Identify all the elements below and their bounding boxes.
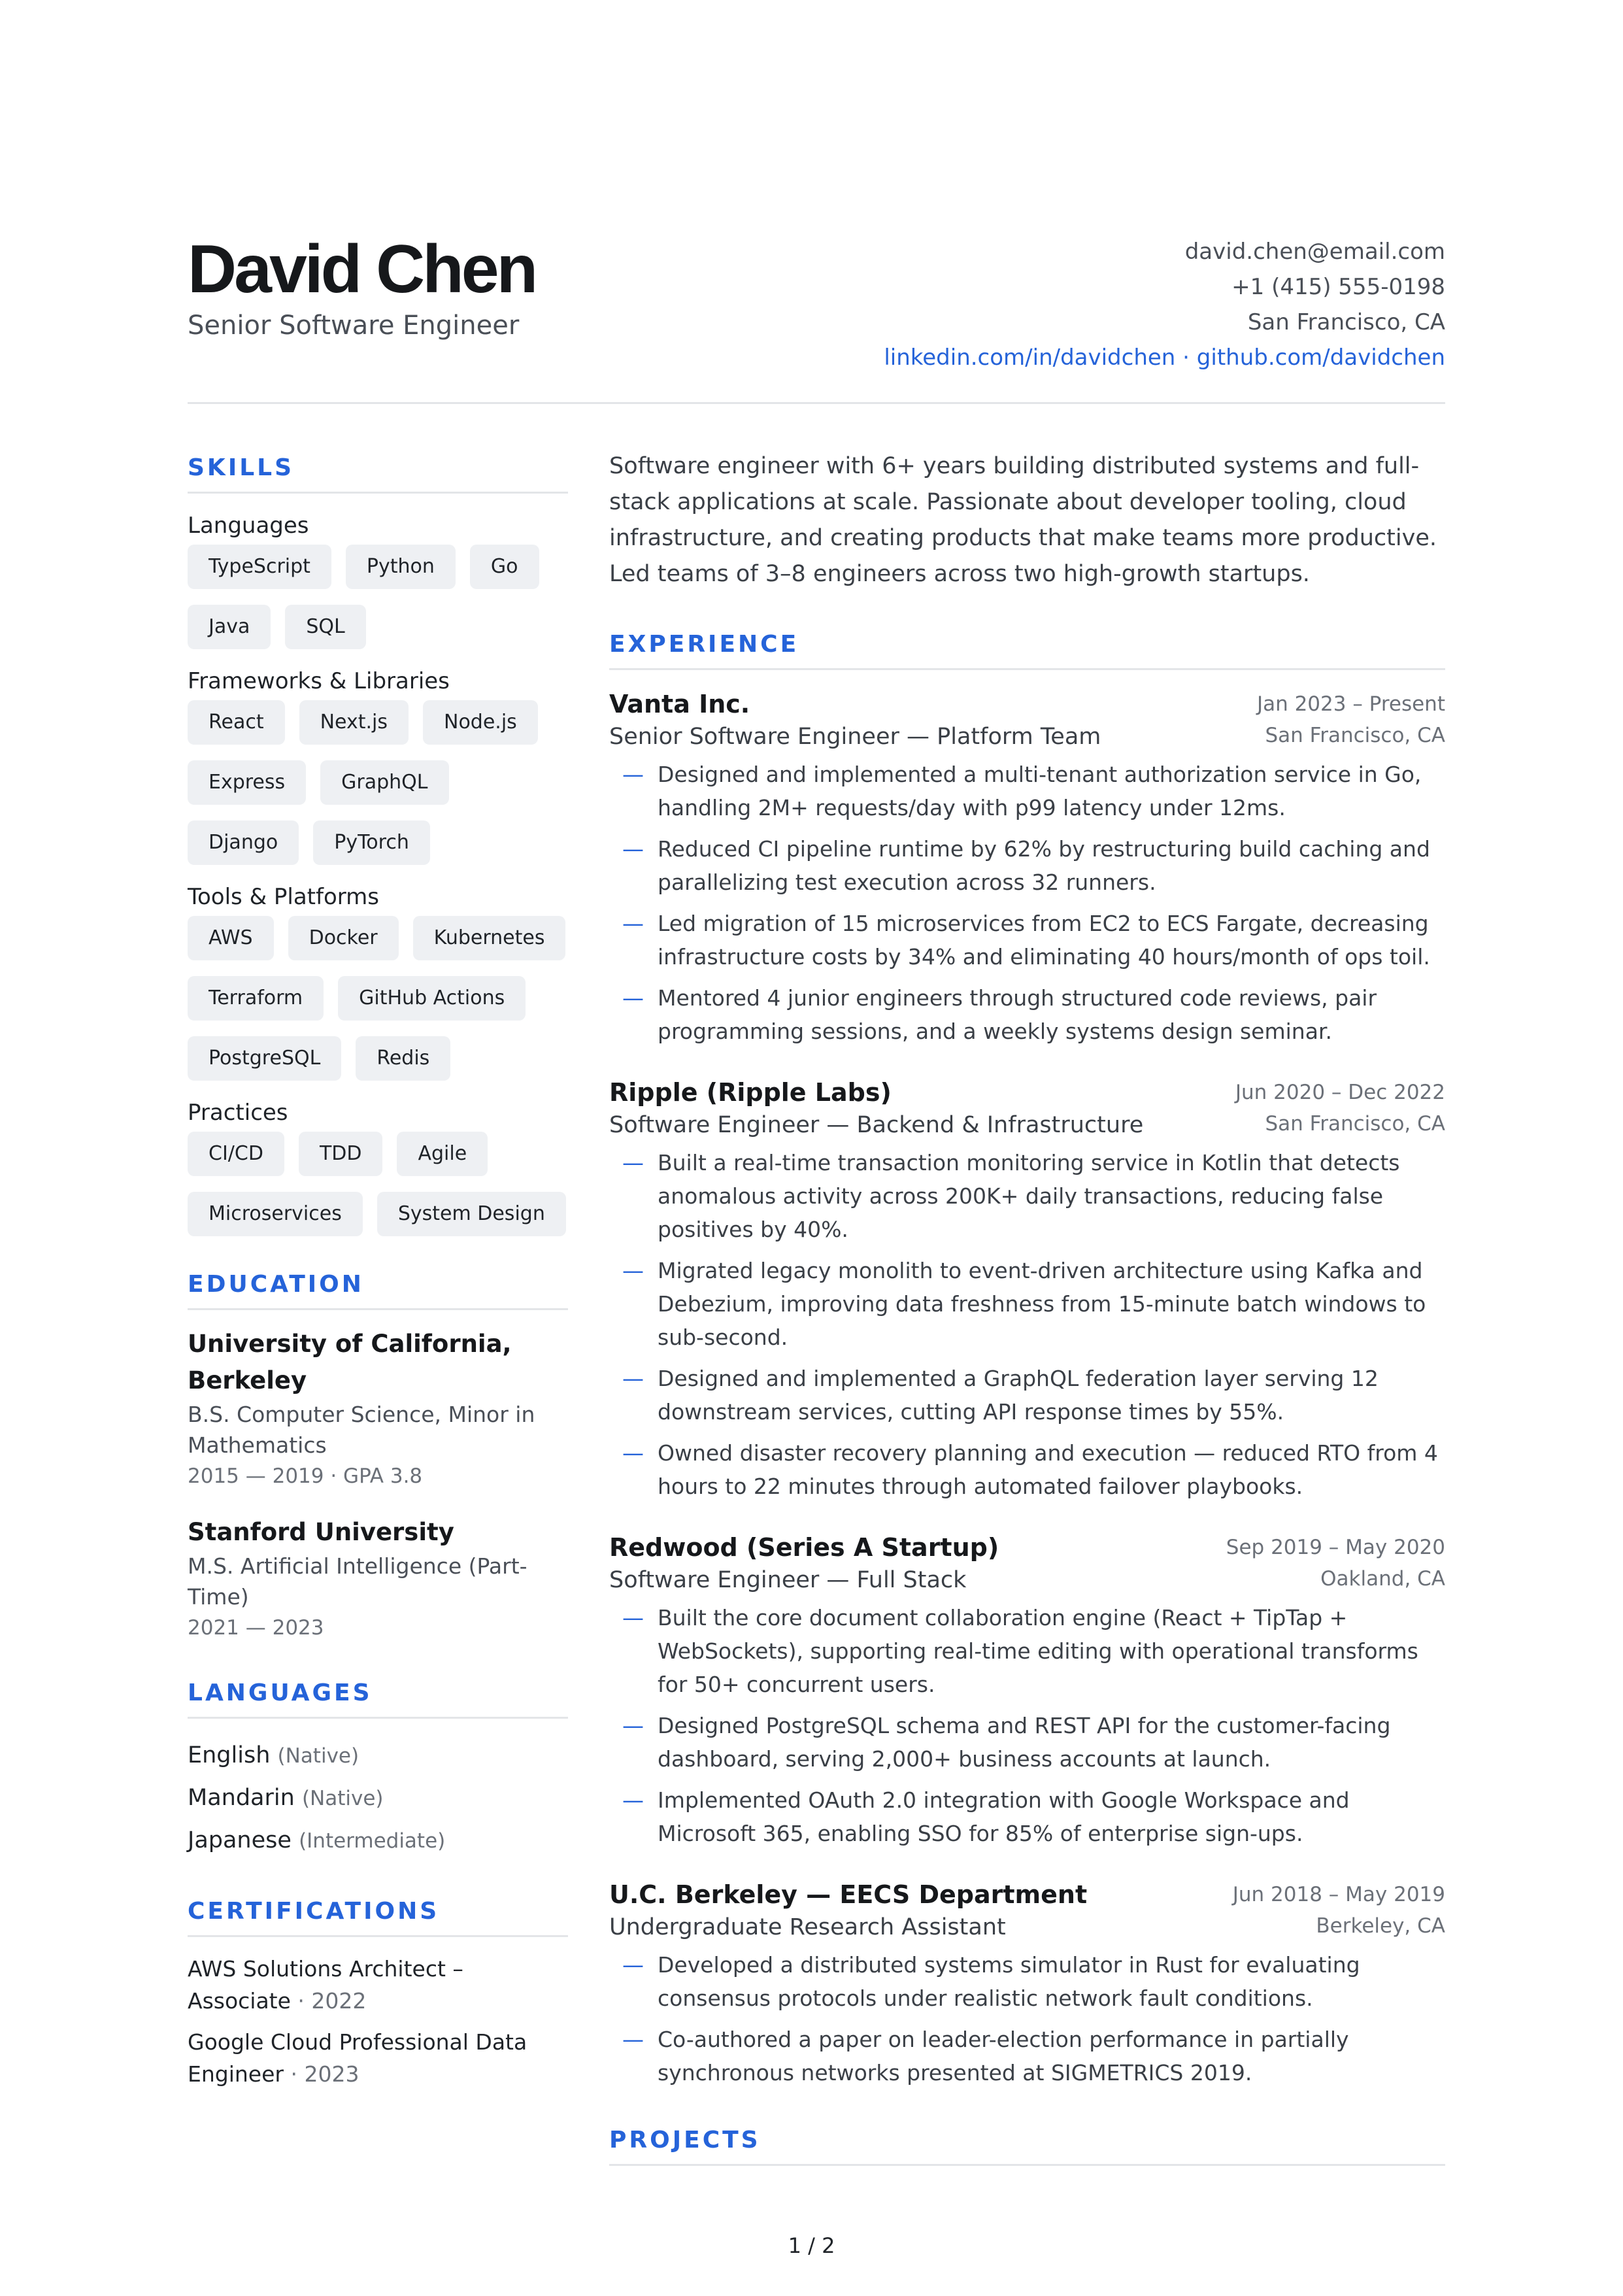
github-link[interactable]: github.com/davidchen	[1196, 345, 1445, 371]
skills-heading: SKILLS	[188, 451, 568, 494]
language-level: (Native)	[277, 1744, 360, 1768]
bullet-text: Designed and implemented a GraphQL federation layer serving 12 downstream services, cutting API response times by 55%.	[658, 1366, 1379, 1425]
job-location: San Francisco, CA	[1265, 724, 1445, 747]
skill-chip: Next.js	[299, 700, 409, 745]
certification-name: Google Cloud Professional Data Engineer	[188, 2029, 527, 2087]
job-bullet	[609, 1362, 1445, 1428]
education-school: Stanford University	[188, 1518, 454, 1546]
certification-year: · 2023	[283, 2061, 360, 2087]
job-header	[609, 1876, 1445, 1944]
skill-group-label: Practices	[188, 1100, 288, 1126]
language-name: Mandarin	[188, 1785, 295, 1811]
bullet-dash: —	[622, 985, 644, 1011]
bullet-text: Built the core document collaboration engine (React + TipTap + WebSockets), supporting real-time editing with operational transforms for 50+ concurrent users.	[658, 1605, 1418, 1697]
bullet-text: Led migration of 15 microservices from EC2 to ECS Fargate, decreasing infrastructure costs by 34% and eliminating 40 hours/month of ops toil.	[658, 911, 1430, 970]
skill-chip: PyTorch	[313, 820, 430, 865]
resume-header	[188, 230, 1445, 404]
bullet-dash: —	[622, 1952, 644, 1978]
job-bullet	[609, 2023, 1445, 2089]
education-item	[188, 1514, 568, 1644]
job-bullet	[609, 981, 1445, 1048]
skill-chip: GitHub Actions	[338, 976, 526, 1021]
certification-item	[188, 1953, 568, 2017]
projects-heading: PROJECTS	[609, 2123, 1445, 2166]
job-dates: Sep 2019 – May 2020	[1226, 1536, 1445, 1559]
experience-heading: EXPERIENCE	[609, 628, 1445, 670]
skill-chip: Agile	[397, 1132, 488, 1176]
language-item	[188, 1819, 568, 1862]
skill-chip: Java	[188, 605, 271, 649]
skill-chip: Docker	[288, 916, 399, 960]
job-dates: Jun 2020 – Dec 2022	[1235, 1081, 1445, 1104]
skill-group-label: Tools & Platforms	[188, 884, 379, 910]
job-title: Undergraduate Research Assistant	[609, 1914, 1006, 1940]
bullet-text: Migrated legacy monolith to event-driven architecture using Kafka and Debezium, improving data freshness from 15-minute batch windows to sub-second.	[658, 1258, 1426, 1350]
job-entry	[609, 1529, 1445, 1850]
job-bullet	[609, 1436, 1445, 1503]
language-level: (Intermediate)	[299, 1829, 446, 1853]
candidate-name: David Chen	[188, 231, 536, 307]
skill-chip: CI/CD	[188, 1132, 284, 1176]
job-entry	[609, 1074, 1445, 1503]
skill-chip: Redis	[356, 1036, 450, 1081]
linkedin-link[interactable]: linkedin.com/in/davidchen	[884, 345, 1176, 371]
education-meta: 2015 — 2019 · GPA 3.8	[188, 1464, 423, 1488]
skill-chip: AWS	[188, 916, 274, 960]
bullet-text: Implemented OAuth 2.0 integration with Google Workspace and Microsoft 365, enabling SSO for 85% of enterprise sign-ups.	[658, 1787, 1350, 1846]
skill-chip: TDD	[299, 1132, 383, 1176]
skill-chip: Django	[188, 820, 299, 865]
bullet-text: Developed a distributed systems simulator in Rust for evaluating consensus protocols under realistic network fault conditions.	[658, 1952, 1360, 2011]
education-degree: M.S. Artificial Intelligence (Part-Time)	[188, 1553, 527, 1610]
job-title: Software Engineer — Full Stack	[609, 1567, 967, 1593]
languages-list	[188, 1734, 568, 1862]
contact-location: San Francisco, CA	[1247, 309, 1445, 335]
link-separator: ·	[1175, 345, 1197, 371]
bullet-dash: —	[622, 1605, 644, 1630]
job-bullet	[609, 1709, 1445, 1776]
skill-chip: Express	[188, 760, 306, 805]
bullet-dash: —	[622, 836, 644, 862]
job-dates: Jun 2018 – May 2019	[1232, 1883, 1445, 1906]
skill-chip: Go	[470, 545, 539, 589]
education-heading: EDUCATION	[188, 1268, 568, 1310]
skill-chip: System Design	[377, 1192, 566, 1236]
bullet-text: Built a real-time transaction monitoring service in Kotlin that detects anomalous activity across 200K+ daily transactions, reducing false positives by 40%.	[658, 1150, 1400, 1242]
bullet-text: Designed and implemented a multi-tenant authorization service in Go, handling 2M+ requests/day with p99 latency under 12ms.	[658, 762, 1422, 820]
job-bullets	[609, 1601, 1445, 1850]
job-entry	[609, 1876, 1445, 2089]
skill-chip: Python	[346, 545, 456, 589]
skill-chip: PostgreSQL	[188, 1036, 341, 1081]
bullet-text: Designed PostgreSQL schema and REST API for the customer-facing dashboard, serving 2,000+ business accounts at launch.	[658, 1713, 1391, 1772]
profile-summary: Software engineer with 6+ years building distributed systems and full-stack applications at scale. Passionate about developer tooling, cloud infrastructure, and creating products that make teams more productive. Led teams of 3–8 engineers across two high-growth startups.	[609, 453, 1437, 587]
education-degree: B.S. Computer Science, Minor in Mathematics	[188, 1402, 535, 1458]
contact-email[interactable]: david.chen@email.com	[1184, 239, 1445, 265]
bullet-text: Owned disaster recovery planning and execution — reduced RTO from 4 hours to 22 minutes through automated failover playbooks.	[658, 1440, 1438, 1499]
job-location: Berkeley, CA	[1316, 1914, 1445, 1938]
certification-name: AWS Solutions Architect – Associate	[188, 1956, 463, 2014]
bullet-dash: —	[622, 911, 644, 936]
skill-group-label: Languages	[188, 513, 309, 539]
job-bullet	[609, 832, 1445, 899]
certification-item	[188, 2026, 568, 2090]
job-title: Senior Software Engineer — Platform Team	[609, 724, 1101, 750]
job-location: Oakland, CA	[1320, 1567, 1445, 1591]
job-bullet	[609, 907, 1445, 973]
skill-chip: Microservices	[188, 1192, 363, 1236]
bullet-dash: —	[622, 2027, 644, 2052]
bullet-dash: —	[622, 1150, 644, 1175]
skill-chip: TypeScript	[188, 545, 331, 589]
skill-chip: Kubernetes	[413, 916, 566, 960]
bullet-text: Co-authored a paper on leader-election performance in partially synchronous networks presented at SIGMETRICS 2019.	[658, 2027, 1349, 2085]
job-bullets	[609, 758, 1445, 1048]
certification-year: · 2022	[290, 1988, 367, 2014]
job-bullet	[609, 1254, 1445, 1354]
page-number: 1 / 2	[788, 2233, 835, 2258]
job-header	[609, 686, 1445, 754]
skill-chips	[188, 916, 568, 1081]
right-column	[609, 451, 1445, 2182]
contact-links	[884, 340, 1445, 375]
skill-chip: GraphQL	[320, 760, 448, 805]
skill-group-label: Frameworks & Libraries	[188, 668, 450, 694]
skill-chip: SQL	[285, 605, 365, 649]
education-item	[188, 1326, 568, 1492]
job-bullet	[609, 1783, 1445, 1850]
job-header	[609, 1074, 1445, 1142]
bullet-text: Reduced CI pipeline runtime by 62% by restructuring build caching and parallelizing test execution across 32 runners.	[658, 836, 1430, 895]
bullet-dash: —	[622, 762, 644, 787]
job-bullets	[609, 1948, 1445, 2089]
bullet-dash: —	[622, 1787, 644, 1813]
job-company: U.C. Berkeley — EECS Department	[609, 1880, 1088, 1909]
language-name: Japanese	[188, 1827, 292, 1853]
job-title: Software Engineer — Backend & Infrastructure	[609, 1112, 1144, 1138]
job-company: Ripple (Ripple Labs)	[609, 1078, 892, 1107]
job-company: Redwood (Series A Startup)	[609, 1533, 999, 1562]
language-item	[188, 1777, 568, 1819]
skill-chip: Node.js	[423, 700, 538, 745]
education-school: University of California, Berkeley	[188, 1330, 512, 1394]
languages-heading: LANGUAGES	[188, 1676, 568, 1719]
job-bullet	[609, 1601, 1445, 1701]
education-meta: 2021 — 2023	[188, 1616, 324, 1640]
skill-chip: React	[188, 700, 285, 745]
language-level: (Native)	[301, 1787, 384, 1810]
job-bullet	[609, 1948, 1445, 2015]
job-bullets	[609, 1146, 1445, 1503]
job-bullet	[609, 758, 1445, 824]
language-name: English	[188, 1742, 271, 1768]
certifications-heading: CERTIFICATIONS	[188, 1895, 568, 1937]
contact-phone: +1 (415) 555-0198	[1231, 274, 1445, 300]
job-bullet	[609, 1146, 1445, 1246]
job-entry	[609, 686, 1445, 1048]
job-location: San Francisco, CA	[1265, 1112, 1445, 1136]
contact-block	[884, 234, 1445, 375]
bullet-dash: —	[622, 1713, 644, 1738]
skill-chips	[188, 545, 568, 649]
bullet-dash: —	[622, 1366, 644, 1391]
skill-chip: Terraform	[188, 976, 324, 1021]
skill-chips	[188, 1132, 568, 1236]
bullet-dash: —	[622, 1258, 644, 1283]
job-company: Vanta Inc.	[609, 690, 750, 718]
candidate-role: Senior Software Engineer	[188, 311, 520, 341]
bullet-dash: —	[622, 1440, 644, 1466]
skill-chips	[188, 700, 568, 865]
left-column	[188, 451, 568, 2099]
job-header	[609, 1529, 1445, 1597]
language-item	[188, 1734, 568, 1777]
job-dates: Jan 2023 – Present	[1256, 692, 1445, 716]
bullet-text: Mentored 4 junior engineers through structured code reviews, pair programming sessions, and a weekly systems design seminar.	[658, 985, 1377, 1044]
